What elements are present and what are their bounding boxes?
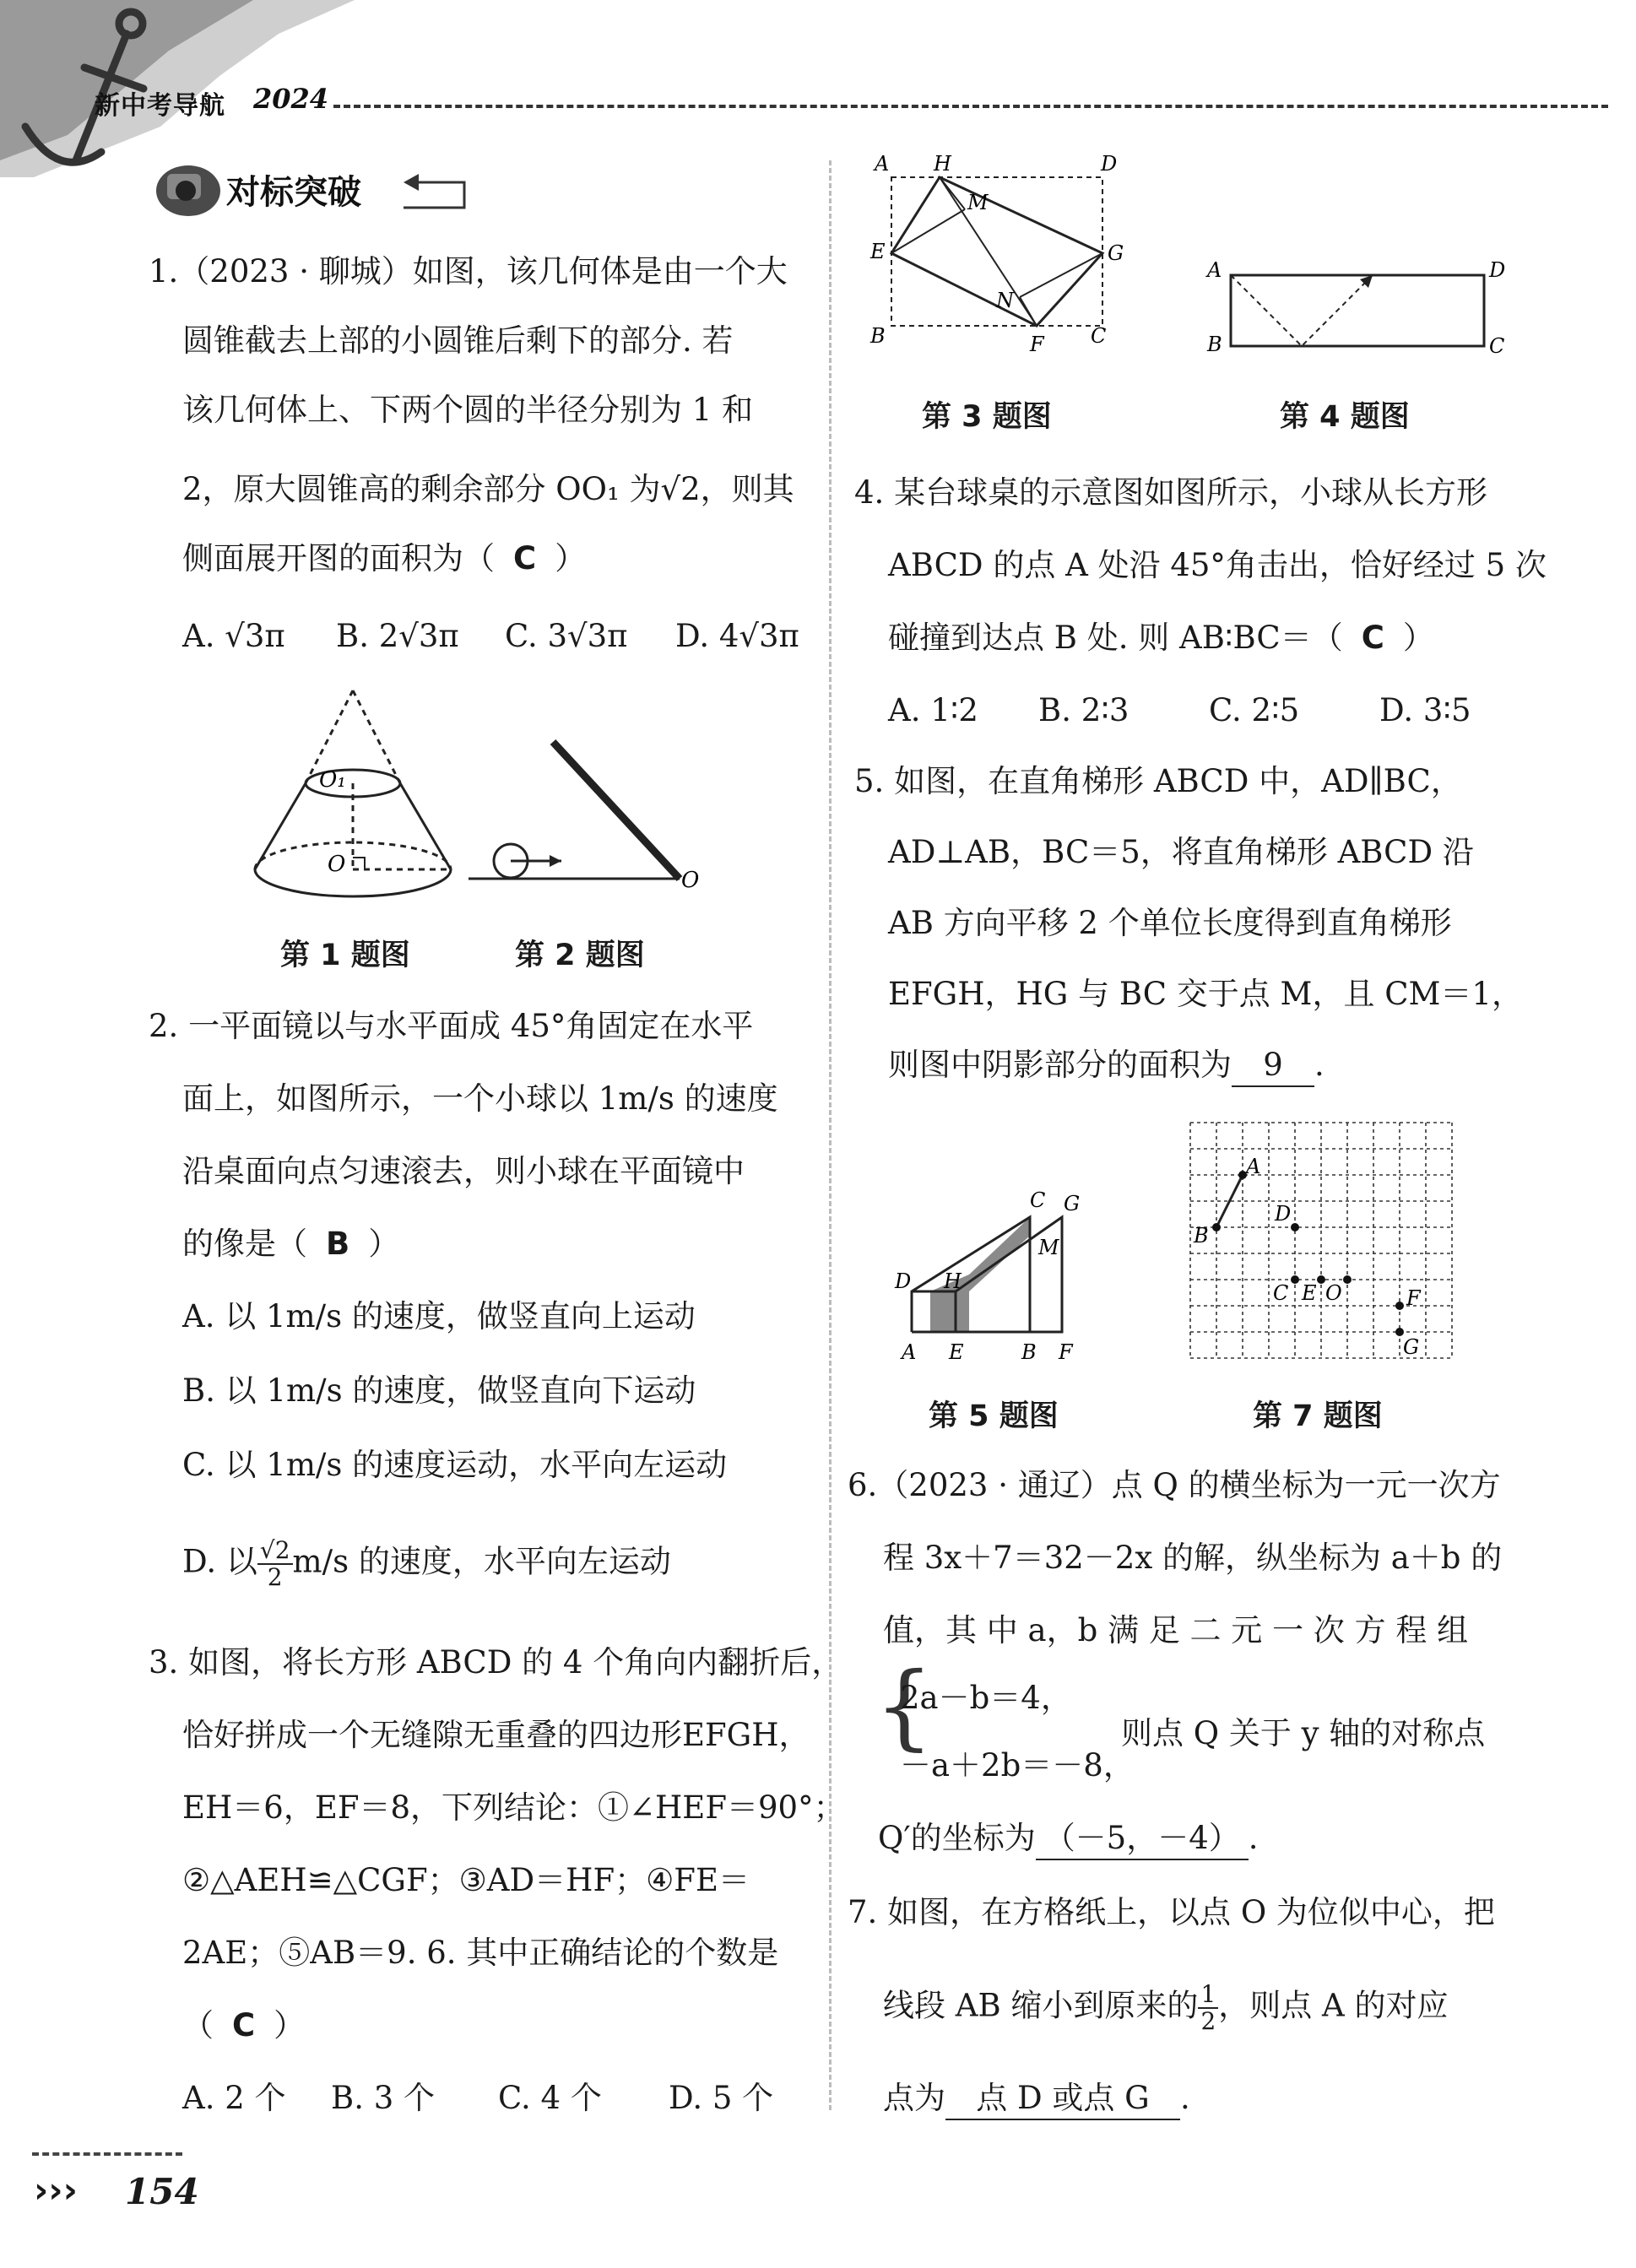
- q3-close: ）: [274, 2007, 306, 2043]
- q1-option-b: B. 2√3π: [336, 618, 459, 654]
- q3-answer: C: [232, 2007, 256, 2043]
- q2-option-a: A. 以 1m/s 的速度，做竖直向上运动: [182, 1298, 696, 1334]
- q3-line-4: ②△AEH≌△CGF；③AD＝HF；④FE＝: [182, 1862, 750, 1898]
- q7-fraction: [1198, 1982, 1218, 2034]
- figure-2-mirror: [469, 730, 705, 899]
- fig7-label-g: G: [1403, 1335, 1420, 1359]
- q6-answer: （－5，－4）: [1036, 1818, 1249, 1860]
- q2-option-d-suffix: m/s 的速度，水平向左运动: [292, 1543, 671, 1580]
- q1-close: ）: [555, 540, 587, 576]
- q5-line-4: EFGH，HG 与 BC 交于点 M，且 CM＝1，: [888, 976, 1523, 1012]
- fig5-label-f: F: [1059, 1340, 1073, 1364]
- q2-line-1: 2. 一平面镜以与水平面成 45°角固定在水平: [149, 1008, 754, 1044]
- q5-line-5: [888, 1045, 1325, 1087]
- q3-option-c: C. 4 个: [498, 2080, 602, 2116]
- q7-line-1: 7. 如图，在方格纸上，以点 O 为位似中心，把: [848, 1894, 1495, 1930]
- arrow-icon: [404, 174, 419, 191]
- q7-end: .: [1180, 2080, 1190, 2116]
- q1-line-3: 该几何体上、下两个圆的半径分别为 1 和: [182, 392, 754, 428]
- q6-line-1: 6.（2023 · 通辽）点 Q 的横坐标为一元一次方: [848, 1467, 1501, 1503]
- q7-line-2: [883, 1982, 1449, 2034]
- q3-line-3: EH＝6，EF＝8，下列结论：①∠HEF＝90°；: [182, 1789, 845, 1826]
- q4-stem-end: 碰撞到达点 B 处. 则 AB∶BC＝（: [888, 620, 1343, 656]
- q7-line-2-prefix: 线段 AB 缩小到原来的: [883, 1987, 1199, 2024]
- q1-line-4: 2，原大圆锥高的剩余部分 OO₁ 为√2，则其: [182, 471, 794, 507]
- book-year: 2024: [253, 83, 329, 115]
- q2-line-2: 面上，如图所示，一个小球以 1m/s 的速度: [182, 1080, 778, 1117]
- q7-frac-den: 2: [1200, 2007, 1216, 2035]
- fig5-label-b: B: [1021, 1340, 1037, 1364]
- q7-frac-num: 1: [1198, 1982, 1218, 2009]
- q4-answer: C: [1361, 620, 1384, 656]
- fig7-label-o: O: [1325, 1281, 1342, 1305]
- q2-line-3: 沿桌面向点匀速滚去，则小球在平面镜中: [182, 1153, 745, 1189]
- figure-5-trapezoid: [895, 1173, 1114, 1367]
- fig3-label-b: B: [870, 324, 886, 348]
- q6-line-last: [878, 1818, 1259, 1860]
- fig5-label-m: M: [1038, 1236, 1059, 1259]
- fig4-label-d: D: [1489, 258, 1506, 282]
- q6-brace: {: [875, 1652, 934, 1760]
- fig5-label-c: C: [1030, 1188, 1046, 1212]
- q7-line-2-suffix: ，则点 A 的对应: [1218, 1987, 1449, 2024]
- q2-option-d: [182, 1538, 671, 1590]
- q6-end: .: [1248, 1820, 1259, 1856]
- q5-end: .: [1314, 1047, 1325, 1083]
- q2-option-d-num: √2: [257, 1538, 293, 1565]
- section-title: 对标突破: [226, 173, 361, 212]
- fig3-label-c: C: [1091, 324, 1107, 348]
- q5-answer: 9: [1232, 1045, 1314, 1087]
- q3-line-1: 3. 如图，将长方形 ABCD 的 4 个角向内翻折后，: [149, 1644, 843, 1681]
- fig7-label-e: E: [1302, 1281, 1317, 1305]
- q4-line-3: [888, 618, 1434, 658]
- q1-option-a: A. √3π: [182, 618, 285, 654]
- fig3-label-g: G: [1108, 241, 1124, 265]
- fig4-caption: 第 4 题图: [1280, 400, 1410, 434]
- q3-line-6: [182, 2005, 305, 2046]
- header-dashed-rule: [333, 105, 1608, 108]
- fig7-label-d: D: [1275, 1202, 1292, 1226]
- figure-4-billiard-table: [1197, 253, 1509, 363]
- fig5-label-e: E: [949, 1340, 964, 1364]
- q1-line-5: [182, 539, 586, 579]
- q1-stem-end: 侧面展开图的面积为（: [182, 540, 495, 576]
- fig5-label-d: D: [895, 1269, 912, 1293]
- fig5-label-a: A: [902, 1340, 917, 1364]
- q1-answer: C: [513, 540, 537, 576]
- q6-line-2: 程 3x＋7＝32－2x 的解，纵坐标为 a＋b 的: [883, 1540, 1503, 1576]
- figure-7-grid: [1182, 1114, 1460, 1367]
- book-title: 新中考导航: [95, 91, 225, 121]
- fig3-label-n: N: [996, 289, 1014, 312]
- fig7-label-b: B: [1194, 1224, 1209, 1248]
- q6-brace-text: 则点 Q 关于 y 轴的对称点: [1121, 1715, 1486, 1751]
- q3-option-a: A. 2 个: [182, 2080, 286, 2116]
- fig5-label-h: H: [944, 1269, 962, 1293]
- q4-option-a: A. 1∶2: [888, 692, 978, 728]
- fig4-label-b: B: [1207, 333, 1222, 356]
- q4-close: ）: [1402, 620, 1434, 656]
- page-number: 154: [125, 2171, 199, 2212]
- fig3-label-f: F: [1030, 333, 1044, 356]
- q3-option-d: D. 5 个: [669, 2080, 774, 2116]
- q5-line-3: AB 方向平移 2 个单位长度得到直角梯形: [888, 905, 1452, 941]
- q1-option-c: C. 3√3π: [505, 618, 628, 654]
- fig5-caption: 第 5 题图: [929, 1399, 1059, 1433]
- q7-line-3-prefix: 点为: [883, 2080, 945, 2116]
- figure-3-folded-rectangle: [868, 152, 1124, 356]
- q7-line-3: [883, 2078, 1190, 2120]
- fig4-label-a: A: [1207, 258, 1222, 282]
- q2-stem-end: 的像是（: [182, 1226, 307, 1262]
- fig7-label-a: A: [1246, 1155, 1261, 1178]
- q5-stem-end: 则图中阴影部分的面积为: [888, 1047, 1232, 1083]
- q7-answer: 点 D 或点 G: [945, 2078, 1180, 2120]
- fig2-label-o: O: [681, 868, 700, 893]
- fig7-caption: 第 7 题图: [1253, 1399, 1383, 1433]
- q4-option-d: D. 3∶5: [1379, 692, 1471, 728]
- q2-option-d-fraction: [257, 1538, 293, 1590]
- q1-option-d: D. 4√3π: [675, 618, 799, 654]
- q2-close: ）: [368, 1226, 400, 1262]
- q4-line-2: ABCD 的点 A 处沿 45°角击出，恰好经过 5 次: [888, 547, 1547, 583]
- figure-1-frustum: [245, 684, 464, 912]
- q4-option-c: C. 2∶5: [1209, 692, 1300, 728]
- fig3-label-m: M: [967, 191, 989, 214]
- fig7-label-f: F: [1406, 1286, 1421, 1310]
- q2-line-4: [182, 1224, 399, 1264]
- page-arrows-icon: ›››: [34, 2169, 78, 2211]
- fig4-label-c: C: [1489, 334, 1505, 358]
- fig1-caption: 第 1 题图: [280, 939, 410, 972]
- q4-line-1: 4. 某台球桌的示意图如图所示，小球从长方形: [854, 474, 1488, 511]
- footer-dashed-rule: [32, 2152, 182, 2156]
- q3-line-5: 2AE；⑤AB＝9. 6. 其中正确结论的个数是: [182, 1935, 779, 1971]
- fig3-caption: 第 3 题图: [922, 400, 1052, 434]
- q5-line-1: 5. 如图，在直角梯形 ABCD 中，AD∥BC，: [854, 763, 1462, 799]
- fig3-label-d: D: [1101, 152, 1118, 176]
- q6-last-prefix: Q′的坐标为: [878, 1820, 1036, 1856]
- q6-eq-2: －a＋2b＝－8，: [900, 1747, 1135, 1784]
- q3-option-b: B. 3 个: [331, 2080, 436, 2116]
- q2-answer: B: [326, 1226, 350, 1262]
- q6-eq-1: 2a－b＝4，: [900, 1680, 1072, 1716]
- q1-line-1: 1.（2023 · 聊城）如图，该几何体是由一个大: [149, 253, 788, 290]
- q6-line-3: 值，其 中 a，b 满 足 二 元 一 次 方 程 组: [883, 1612, 1469, 1648]
- fig3-label-a: A: [875, 152, 890, 176]
- q3-line-2: 恰好拼成一个无缝隙无重叠的四边形EFGH，: [182, 1717, 810, 1753]
- fig5-label-g: G: [1064, 1192, 1081, 1215]
- fig1-label-o1: O₁: [319, 767, 346, 793]
- q2-option-d-den: 2: [267, 1563, 283, 1591]
- q3-open: （: [182, 2007, 214, 2043]
- q2-option-c: C. 以 1m/s 的速度运动，水平向左运动: [182, 1447, 728, 1483]
- fig2-caption: 第 2 题图: [515, 939, 645, 972]
- fig3-label-e: E: [870, 240, 886, 263]
- fig1-label-o: O: [328, 852, 346, 877]
- q2-option-b: B. 以 1m/s 的速度，做竖直向下运动: [182, 1372, 696, 1409]
- fig7-label-c: C: [1273, 1281, 1289, 1305]
- q4-option-b: B. 2∶3: [1038, 692, 1129, 728]
- q5-line-2: AD⊥AB，BC＝5，将直角梯形 ABCD 沿: [888, 834, 1474, 870]
- q2-option-d-prefix: D. 以: [182, 1543, 257, 1580]
- fig3-label-h: H: [934, 152, 951, 176]
- q1-line-2: 圆锥截去上部的小圆锥后剩下的部分. 若: [182, 322, 734, 359]
